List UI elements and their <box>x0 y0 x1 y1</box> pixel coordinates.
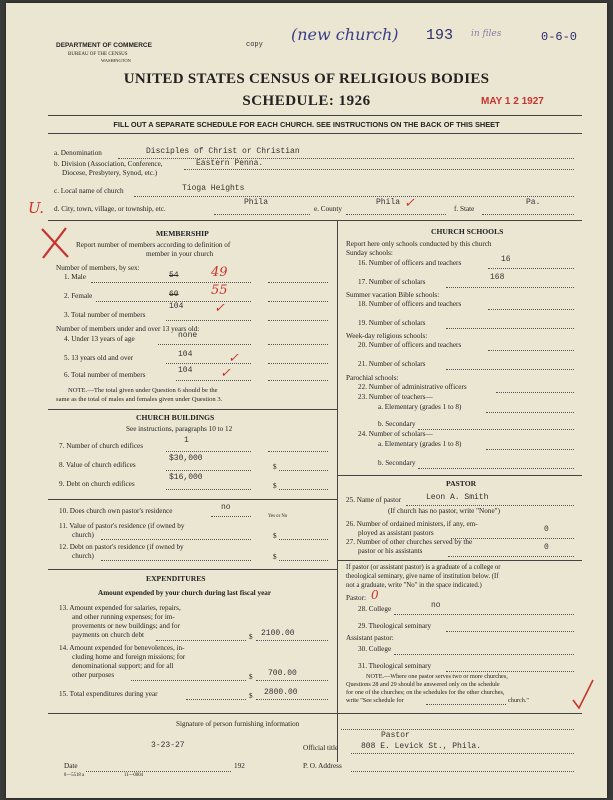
assistant-ministers-label-2: ployed as assistant pastors <box>358 529 434 537</box>
buildings-sub: See instructions, paragraphs 10 to 12 <box>126 425 233 433</box>
division-label-2: Diocese, Presbytery, Synod, etc.) <box>62 169 158 177</box>
summer-scholars-label: 19. Number of scholars <box>358 319 426 327</box>
church-name-label: c. Local name of church <box>54 187 124 195</box>
membership-intro-1: Report number of members according to definition of <box>76 241 231 249</box>
official-title-label: Official title <box>303 744 339 752</box>
year-label: 192 <box>234 762 245 770</box>
form-number: 8—5518 a <box>64 773 85 778</box>
residence-debt-label: 12. Debt on pastor's residence (if owned by <box>59 543 184 551</box>
census-schedule-page <box>6 3 607 798</box>
weekday-schools-label: Week-day religious schools: <box>346 332 428 340</box>
summer-schools-label: Summer vacation Bible schools: <box>346 291 440 299</box>
parochial-scholars-label: 24. Number of scholars— <box>358 430 433 438</box>
total-expenditures-value: 2800.00 <box>264 688 298 697</box>
members-by-sex-label: Number of members, by sex: <box>56 264 140 272</box>
running-expenses-label-4: payments on church debt <box>72 631 145 639</box>
parochial-scholars-elementary-label: a. Elementary (grades 1 to 8) <box>378 440 462 448</box>
pastor-name-note: (If church has no pastor, write "None") <box>388 507 500 515</box>
male-typed-value: 54 <box>169 271 179 280</box>
edifices-label: 7. Number of church edifices <box>59 442 144 450</box>
benevolences-value: 700.00 <box>268 669 297 678</box>
weekday-scholars-label: 21. Number of scholars <box>358 360 426 368</box>
separate-schedule-instruction: FILL OUT A SEPARATE SCHEDULE FOR EACH CHURCH. SEE INSTRUCTIONS ON THE BACK OF THIS SHEET <box>113 120 500 129</box>
total-expenditures-label: 15. Total expenditures during year <box>59 690 158 698</box>
pastor-note-3: for one of the churches; on the schedules for the other churches, <box>346 689 505 696</box>
dollar-sign: $ <box>273 532 277 540</box>
file-code: 0-6-0 <box>541 30 578 44</box>
total-check-mark: ✓ <box>214 301 225 316</box>
edifice-value-label: 8. Value of church edifices <box>59 461 136 469</box>
graduate-note-2: theological seminary, give name of institution below. (If <box>346 573 499 580</box>
pastor-heading: PASTOR <box>446 479 477 488</box>
county-label: e. County <box>314 205 342 213</box>
total-6-check-mark: ✓ <box>220 366 231 381</box>
state-value: Pa. <box>526 198 541 207</box>
city-label: d. City, town, village, or township, etc. <box>54 205 166 213</box>
other-churches-label-2: pastor or his assistants <box>358 547 423 555</box>
under-13-value: none <box>178 331 198 340</box>
buildings-heading: CHURCH BUILDINGS <box>136 413 215 422</box>
pastor-hand-mark: 0 <box>371 588 379 602</box>
print-number: 11—0004 <box>124 773 144 778</box>
red-check-mark <box>571 678 595 710</box>
yes-or-no-hint: Yes or No <box>268 514 288 519</box>
pastor-seminary-label: 29. Theological seminary <box>358 622 432 630</box>
expenditures-sub: Amount expended by your church during last fiscal year <box>98 589 272 597</box>
official-title-value: Pastor <box>381 731 410 740</box>
parochial-admin-label: 22. Number of administrative officers <box>358 383 467 391</box>
male-label: 1. Male <box>64 273 86 281</box>
membership-intro-2: member in your church <box>146 250 214 258</box>
owns-residence-value: no <box>221 503 231 512</box>
other-churches-label-1: 27. Number of other churches served by the <box>346 538 473 546</box>
dollar-sign: $ <box>273 463 277 471</box>
pastor-note-4: write "See schedule for <box>346 697 404 704</box>
parochial-teachers-label: 23. Number of teachers— <box>358 393 433 401</box>
edifice-value-value: $30,000 <box>169 454 203 463</box>
membership-heading: MEMBERSHIP <box>156 229 209 238</box>
edifice-debt-value: $16,000 <box>169 473 203 482</box>
assistant-pastor-label: Assistant pastor: <box>346 634 394 642</box>
graduate-note-3: not a graduate, write "No" in the space indicated.) <box>346 582 482 589</box>
female-label: 2. Female <box>64 292 93 300</box>
address-label: P. O. Address <box>303 762 342 770</box>
county-check-mark: ✓ <box>404 196 415 211</box>
running-expenses-label-3: provements or new buildings; and for <box>72 622 180 630</box>
date-label: Date <box>64 762 78 770</box>
benevolences-label-2: cluding home and foreign missions; for <box>72 653 186 661</box>
schools-heading: CHURCH SCHOOLS <box>431 227 504 236</box>
dollar-sign: $ <box>249 692 253 700</box>
residence-value-label: 11. Value of pastor's residence (if owned by <box>59 522 185 530</box>
state-label: f. State <box>454 205 475 213</box>
in-files-note: in files <box>471 29 502 39</box>
pastor-name-value: Leon A. Smith <box>426 493 489 502</box>
dollar-sign: $ <box>273 553 277 561</box>
running-expenses-label-2: and other running expenses; for im- <box>72 613 175 621</box>
benevolences-label-1: 14. Amount expended for benevolences, in- <box>59 644 185 652</box>
pastor-college-label: 28. College <box>358 605 392 613</box>
department-label: DEPARTMENT OF COMMERCE <box>56 42 152 49</box>
female-typed-value: 60 <box>169 290 179 299</box>
expenditures-heading: EXPENDITURES <box>146 574 206 583</box>
pastor-college-value: no <box>431 601 441 610</box>
sunday-scholars-label: 17. Number of scholars <box>358 278 426 286</box>
total-members-6-value: 104 <box>178 366 193 375</box>
schedule-title: SCHEDULE: 1926 <box>242 93 371 109</box>
division-value: Eastern Penna. <box>196 159 264 168</box>
parochial-schools-label: Parochial schools: <box>346 374 399 382</box>
sunday-schools-label: Sunday schools: <box>346 249 393 257</box>
graduate-note-1: If pastor (or assistant pastor) is a graduate of a college or <box>346 564 501 571</box>
pastor-note-2: Questions 28 and 29 should be answered only on the schedule <box>346 681 500 688</box>
total-members-label: 3. Total number of members <box>64 311 146 319</box>
handwritten-new-church: (new church) <box>291 25 399 44</box>
female-corrected-value: 55 <box>211 283 228 298</box>
over-13-label: 5. 13 years old and over <box>64 354 134 362</box>
date-value: 3-23-27 <box>151 741 185 750</box>
assistant-college-label: 30. College <box>358 645 392 653</box>
weekday-officers-label: 20. Number of officers and teachers <box>358 341 462 349</box>
assistant-ministers-label-1: 26. Number of ordained ministers, if any, em- <box>346 520 478 528</box>
signature-label: Signature of person furnishing information <box>176 720 300 728</box>
owns-residence-label: 10. Does church own pastor's residence <box>59 507 173 515</box>
over-13-check-mark: ✓ <box>228 351 239 366</box>
male-corrected-value: 49 <box>211 265 228 280</box>
edifice-debt-label: 9. Debt on church edifices <box>59 480 135 488</box>
bureau-label: BUREAU OF THE CENSUS <box>68 52 128 57</box>
city-label: WASHINGTON <box>101 58 131 63</box>
total-members-value: 104 <box>169 302 184 311</box>
age-intro-label: Number of members under and over 13 years old: <box>56 325 200 333</box>
sunday-scholars-value: 168 <box>490 273 505 282</box>
pastor-name-label: 25. Name of pastor <box>346 496 402 504</box>
parochial-scholars-secondary-label: b. Secondary <box>378 459 416 467</box>
pastor-sub-label: Pastor: <box>346 594 366 602</box>
benevolences-label-3: denominational support; and for all <box>72 662 174 670</box>
address-value: 808 E. Levick St., Phila. <box>361 742 482 751</box>
total-members-6-label: 6. Total number of members <box>64 371 146 379</box>
division-label: b. Division (Association, Conference, <box>54 160 163 168</box>
running-expenses-label-1: 13. Amount expended for salaries, repairs, <box>59 604 181 612</box>
residence-value-label-2: church) <box>72 531 94 539</box>
running-expenses-value: 2100.00 <box>261 629 295 638</box>
other-churches-value: 0 <box>544 543 549 552</box>
parochial-teachers-elementary-label: a. Elementary (grades 1 to 8) <box>378 403 462 411</box>
summer-officers-label: 18. Number of officers and teachers <box>358 300 462 308</box>
red-x-mark <box>38 225 72 261</box>
dollar-sign: $ <box>249 633 253 641</box>
church-name-value: Tioga Heights <box>182 184 245 193</box>
schools-sub: Report here only schools conducted by this church <box>346 240 492 248</box>
copy-label: copy <box>246 41 263 49</box>
assistant-seminary-label: 31. Theological seminary <box>358 662 432 670</box>
edifices-value: 1 <box>184 436 189 445</box>
membership-note-2: same as the total of males and females given under Question 3. <box>56 396 223 403</box>
under-13-label: 4. Under 13 years of age <box>64 335 135 343</box>
pastor-note-1: NOTE.—Where one pastor serves two or more churches, <box>366 673 508 680</box>
residence-debt-label-2: church) <box>72 552 94 560</box>
over-13-value: 104 <box>178 350 193 359</box>
form-title: UNITED STATES CENSUS OF RELIGIOUS BODIES <box>123 71 490 87</box>
denomination-value: Disciples of Christ or Christian <box>146 147 300 156</box>
schedule-number: 193 <box>426 27 454 44</box>
pastor-note-5: church." <box>508 697 529 704</box>
parochial-teachers-secondary-label: b. Secondary <box>378 420 416 428</box>
city-value: Phila <box>244 198 269 207</box>
county-value: Phila <box>376 198 401 207</box>
dollar-sign: $ <box>273 482 277 490</box>
sunday-officers-label: 16. Number of officers and teachers <box>358 259 462 267</box>
received-date-stamp: MAY 1 2 1927 <box>481 96 544 107</box>
assistant-ministers-value: 0 <box>544 525 549 534</box>
sunday-officers-value: 16 <box>501 255 511 264</box>
membership-note-1: NOTE.—The total given under Question 6 should be the <box>68 387 218 394</box>
margin-mark: U. <box>28 199 45 217</box>
benevolences-label-4: other purposes <box>72 671 115 679</box>
dollar-sign: $ <box>249 673 253 681</box>
denomination-label: a. Denomination <box>54 149 102 157</box>
